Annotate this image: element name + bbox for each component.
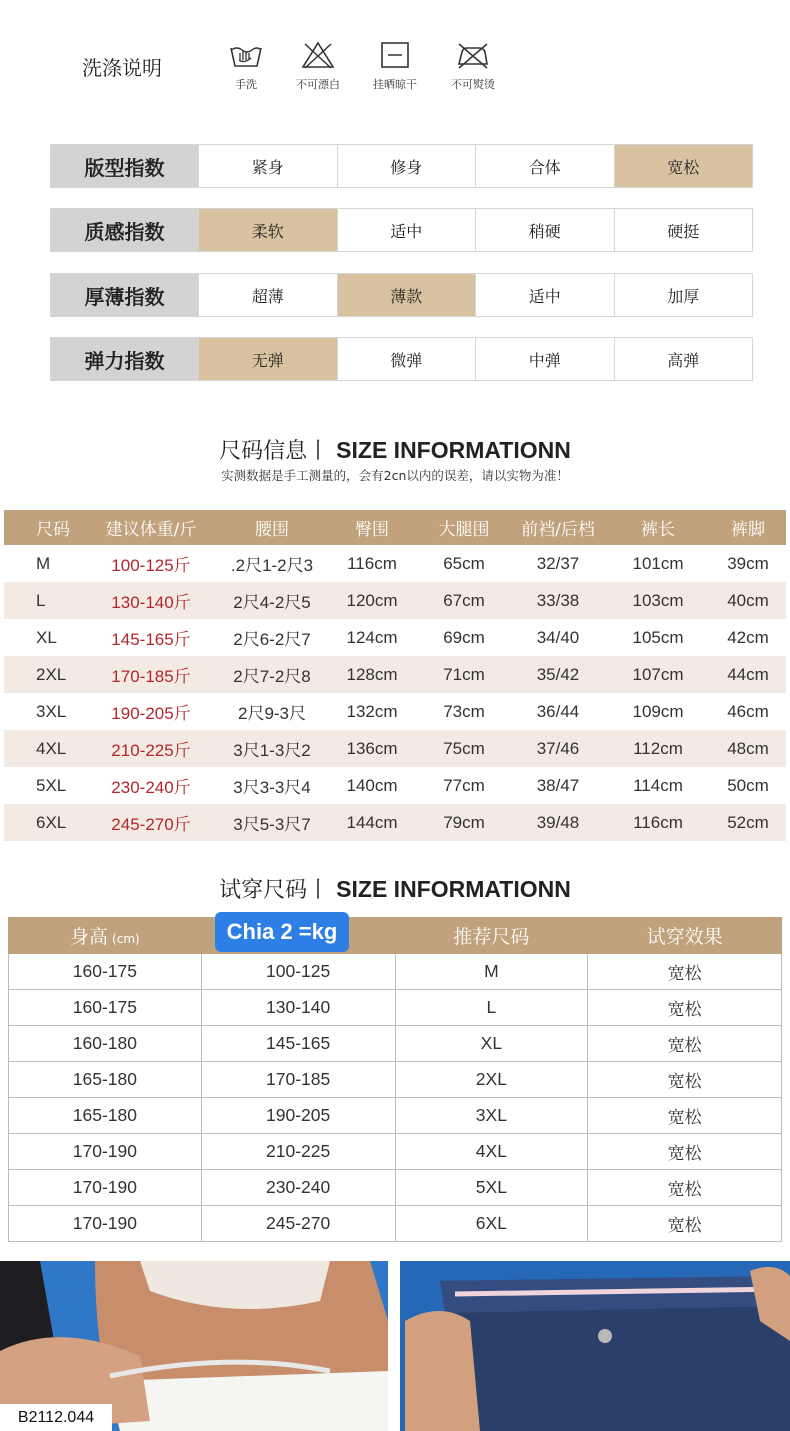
cell-height: 170-190 [9, 1206, 202, 1242]
cell-weight: 245-270斤 [111, 815, 191, 834]
cell-fit-effect: 宽松 [588, 990, 782, 1026]
cell-rise: 39/48 [536, 812, 580, 832]
size-info-title [0, 434, 790, 465]
wash-item-hand-wash [206, 40, 286, 92]
index-name: 厚薄指数 [51, 274, 198, 316]
cell-height: 170-190 [9, 1170, 202, 1206]
cell-height: 160-175 [9, 954, 202, 990]
cell-rise: 32/37 [536, 553, 580, 573]
cell-weight: 190-205 [201, 1098, 395, 1134]
cell-rise: 33/38 [536, 590, 580, 610]
index-option: 中弹 [475, 338, 614, 380]
elasticity-index-row [50, 337, 753, 381]
cell-thigh: 75cm [443, 738, 485, 758]
cell-hip: 128cm [346, 664, 398, 684]
cell-thigh: 65cm [443, 553, 485, 573]
cell-hip: 132cm [346, 701, 398, 721]
cell-length: 116cm [633, 812, 683, 832]
cell-waist: 3尺3-3尺4 [233, 778, 311, 797]
cell-hip: 144cm [346, 812, 398, 832]
cell-size: L [36, 590, 46, 610]
wash-item-no-iron [433, 40, 513, 92]
cell-size: XL [36, 627, 57, 647]
cell-waist: 2尺9-3尺 [237, 704, 307, 723]
cell-rise: 37/46 [536, 738, 580, 758]
size-info-subtitle: 实测数据是手工测量的，会有2cn以内的误差，请以实物为准！ [221, 468, 569, 483]
cell-size: M [36, 553, 51, 573]
cell-weight: 100-125 [201, 954, 395, 990]
cell-recommended-size: 5XL [395, 1170, 588, 1206]
wash-label: 手洗 [235, 78, 257, 91]
try-table-body [9, 954, 782, 1242]
cell-thigh: 71cm [443, 664, 485, 684]
index-option: 微弹 [337, 338, 476, 380]
index-option: 超薄 [198, 274, 337, 316]
cell-fit-effect: 宽松 [588, 1170, 782, 1206]
cell-fit-effect: 宽松 [588, 1062, 782, 1098]
cell-fit-effect: 宽松 [588, 1098, 782, 1134]
cell-waist: 3尺5-3尺7 [233, 815, 311, 834]
cell-height: 160-180 [9, 1026, 202, 1062]
try-table-row [9, 990, 782, 1026]
cell-length: 103cm [632, 590, 684, 610]
size-table-row [4, 582, 786, 619]
cell-recommended-size: 3XL [395, 1098, 588, 1134]
cell-weight: 170-185斤 [111, 667, 191, 686]
cell-recommended-size: 2XL [395, 1062, 588, 1098]
fit-index-row [50, 144, 753, 188]
cell-size: 2XL [36, 664, 67, 684]
wash-title: 洗涤说明 [82, 56, 162, 80]
header-size: 尺码 [36, 520, 70, 540]
size-table-row [4, 656, 786, 693]
cell-thigh: 69cm [443, 627, 485, 647]
header-rise: 前裆/后档 [521, 520, 595, 540]
try-table-row [9, 1170, 782, 1206]
header-fit-effect: 试穿效果 [588, 918, 782, 954]
weight-conversion-badge: Chia 2 =kg [215, 912, 349, 952]
cell-fit-effect: 宽松 [588, 954, 782, 990]
cell-weight: 130-140 [201, 990, 395, 1026]
cell-weight: 130-140斤 [111, 593, 191, 612]
index-option: 适中 [475, 274, 614, 316]
size-table-header [4, 510, 786, 545]
cell-hip: 136cm [346, 738, 398, 758]
cell-hem: 46cm [727, 701, 769, 721]
cell-hip: 120cm [346, 590, 398, 610]
cell-hem: 44cm [727, 664, 769, 684]
size-table-row [4, 804, 786, 841]
cell-recommended-size: 6XL [395, 1206, 588, 1242]
index-option-selected: 无弹 [198, 338, 337, 380]
cell-weight: 100-125斤 [111, 556, 191, 575]
cell-weight: 170-185 [201, 1062, 395, 1098]
left-photo-waistband [110, 1371, 388, 1431]
index-option-selected: 薄款 [337, 274, 476, 316]
cell-recommended-size: M [395, 954, 588, 990]
index-option: 适中 [337, 209, 476, 251]
try-info-title-en: SIZE INFORMATIONN [336, 876, 571, 902]
no-bleach-icon [300, 40, 336, 70]
try-table-header [9, 918, 782, 954]
index-option-selected: 宽松 [614, 145, 753, 187]
cell-rise: 38/47 [536, 775, 580, 795]
index-option: 稍硬 [475, 209, 614, 251]
cell-waist: 3尺1-3尺2 [233, 741, 311, 760]
cell-recommended-size: XL [395, 1026, 588, 1062]
header-weight: 建议体重/斤 [105, 520, 197, 540]
size-table [4, 510, 786, 841]
wash-label: 挂晒晾干 [373, 78, 417, 91]
hand-wash-icon [228, 40, 264, 70]
index-option: 修身 [337, 145, 476, 187]
cell-weight: 190-205斤 [111, 704, 191, 723]
cell-rise: 34/40 [536, 627, 580, 647]
cell-rise: 36/44 [536, 701, 580, 721]
wash-item-no-bleach [278, 40, 358, 92]
cell-waist: 2尺6-2尺7 [233, 630, 311, 649]
try-table-row [9, 1134, 782, 1170]
cell-height: 160-175 [9, 990, 202, 1026]
size-table-row [4, 545, 786, 582]
cell-weight: 210-225 [201, 1134, 395, 1170]
try-table-row [9, 1026, 782, 1062]
cell-length: 101cm [632, 553, 684, 573]
hang-dry-icon [377, 40, 413, 70]
texture-index-row [50, 208, 753, 252]
header-thigh: 大腿围 [438, 520, 490, 540]
cell-hem: 52cm [727, 812, 769, 832]
cell-length: 109cm [632, 701, 684, 721]
cell-length: 112cm [633, 738, 683, 758]
size-table-body [4, 545, 786, 841]
try-table [8, 917, 782, 1242]
cell-length: 107cm [632, 664, 684, 684]
cell-weight: 230-240 [201, 1170, 395, 1206]
cell-height: 170-190 [9, 1134, 202, 1170]
height-unit: (cm) [112, 932, 140, 946]
cell-recommended-size: 4XL [395, 1134, 588, 1170]
cell-rise: 35/42 [536, 664, 580, 684]
cell-waist: 2尺7-2尺8 [233, 667, 311, 686]
cell-hem: 42cm [727, 627, 769, 647]
index-option: 硬挺 [614, 209, 753, 251]
cell-waist: 2尺4-2尺5 [233, 593, 311, 612]
try-table-row [9, 1062, 782, 1098]
index-option-selected: 柔软 [198, 209, 337, 251]
cell-height: 165-180 [9, 1098, 202, 1134]
cell-waist: .2尺1-2尺3 [230, 556, 314, 575]
try-table-row [9, 1098, 782, 1134]
cell-weight: 230-240斤 [111, 778, 191, 797]
cell-size: 5XL [36, 775, 67, 795]
cell-thigh: 79cm [443, 812, 485, 832]
cell-recommended-size: L [395, 990, 588, 1026]
size-table-row [4, 767, 786, 804]
cell-height: 165-180 [9, 1062, 202, 1098]
cell-size: 6XL [36, 812, 67, 832]
index-option: 紧身 [198, 145, 337, 187]
cell-hip: 140cm [346, 775, 398, 795]
wash-label: 不可漂白 [296, 78, 340, 91]
try-table-row [9, 1206, 782, 1242]
cell-hip: 124cm [346, 627, 398, 647]
size-info-title-en: SIZE INFORMATIONN [336, 437, 571, 463]
cell-thigh: 73cm [443, 701, 485, 721]
index-option: 加厚 [614, 274, 753, 316]
no-iron-icon [455, 40, 491, 70]
header-waist: 腰围 [255, 520, 289, 540]
wash-item-hang-dry [355, 40, 435, 92]
cell-fit-effect: 宽松 [588, 1134, 782, 1170]
cell-weight: 145-165斤 [111, 630, 191, 649]
try-table-row [9, 954, 782, 990]
product-code: B2112.044 [0, 1404, 112, 1431]
header-height: 身高 (cm) [9, 918, 202, 954]
size-table-row [4, 619, 786, 656]
right-photo-button [598, 1329, 612, 1343]
cell-length: 114cm [633, 775, 683, 795]
index-option: 合体 [475, 145, 614, 187]
wash-label: 不可熨烫 [451, 78, 495, 91]
index-name: 弹力指数 [51, 338, 198, 380]
index-option: 高弹 [614, 338, 753, 380]
right-photo-left-hand [405, 1311, 480, 1431]
cell-fit-effect: 宽松 [588, 1026, 782, 1062]
index-name: 版型指数 [51, 145, 198, 187]
cell-hem: 48cm [727, 738, 769, 758]
header-recommended-size: 推荐尺码 [395, 918, 588, 954]
cell-hem: 40cm [727, 590, 769, 610]
cell-size: 4XL [36, 738, 67, 758]
cell-length: 105cm [632, 627, 684, 647]
size-table-row [4, 730, 786, 767]
measurement-photos [0, 1261, 790, 1431]
size-info-title-cn: 尺码信息丨 [219, 439, 330, 464]
cell-weight: 145-165 [201, 1026, 395, 1062]
cell-weight: 210-225斤 [111, 741, 191, 760]
header-hem: 裤脚 [731, 520, 765, 540]
header-hip: 臀围 [355, 520, 389, 540]
thickness-index-row [50, 273, 753, 317]
try-info-title [0, 873, 790, 904]
cell-hem: 39cm [727, 553, 769, 573]
size-table-row [4, 693, 786, 730]
header-length: 裤长 [641, 520, 675, 540]
cell-fit-effect: 宽松 [588, 1206, 782, 1242]
try-info-title-cn: 试穿尺码丨 [219, 878, 330, 903]
index-name: 质感指数 [51, 209, 198, 251]
cell-thigh: 77cm [443, 775, 485, 795]
cell-thigh: 67cm [443, 590, 485, 610]
cell-hip: 116cm [347, 553, 397, 573]
cell-weight: 245-270 [201, 1206, 395, 1242]
cell-size: 3XL [36, 701, 67, 721]
cell-hem: 50cm [727, 775, 769, 795]
wash-instructions [0, 30, 790, 110]
